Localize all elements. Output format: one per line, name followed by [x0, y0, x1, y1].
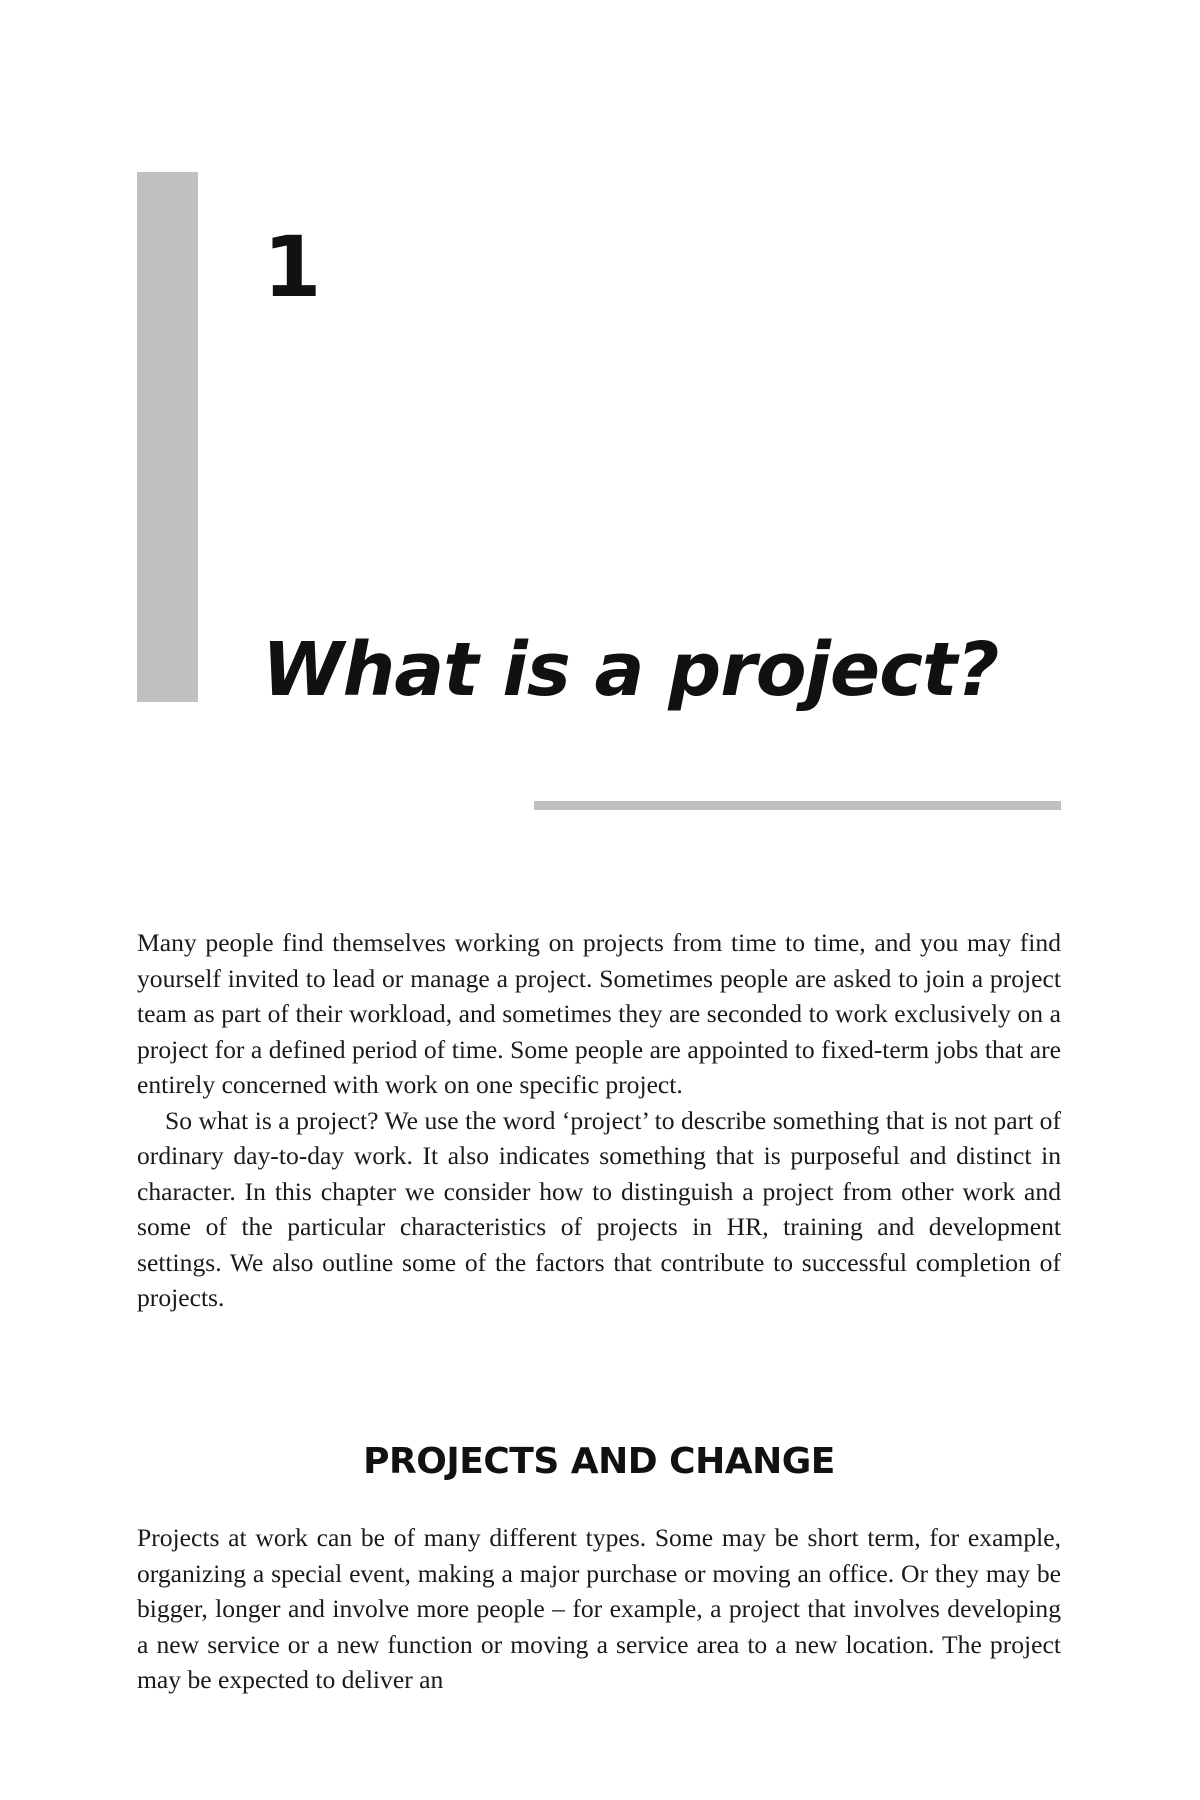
intro-paragraph-2: So what is a project? We use the word ‘project’ to describe something that is not part of ordinary day-to-day work. It also indicates something that is purposeful and distinct in character. In this chapter we consider how to distinguish a project from other work and some of the particular characteristics of projects in HR, training and development settings. We also outline some of the factors that contribute to successful completion of projects. [137, 1105, 1061, 1312]
chapter-side-bar [137, 172, 198, 702]
section-text [137, 1520, 1061, 1698]
title-rule [534, 801, 1061, 810]
intro-text [137, 925, 1061, 1316]
chapter-number: 1 [263, 218, 322, 316]
section-paragraph-1: Projects at work can be of many different types. Some may be short term, for example, organizing a special event, making a major purchase or moving an office. Or they may be bigger, longer and involve more people – for example, a project that involves developing a new service or a new function or moving a service area to a new location. The project may be expected to deliver an [137, 1523, 1061, 1694]
chapter-title: What is a project? [262, 627, 999, 713]
section-heading: PROJECTS AND CHANGE [363, 1441, 835, 1482]
intro-paragraph-1: Many people find themselves working on projects from time to time, and you may find yourself invited to lead or manage a project. Sometimes people are asked to join a project team as part of their workload, and sometimes they are seconded to work exclusively on a project for a defined period of time. Some people are appointed to fixed-term jobs that are entirely concerned with work on one specific project. [137, 928, 1061, 1099]
